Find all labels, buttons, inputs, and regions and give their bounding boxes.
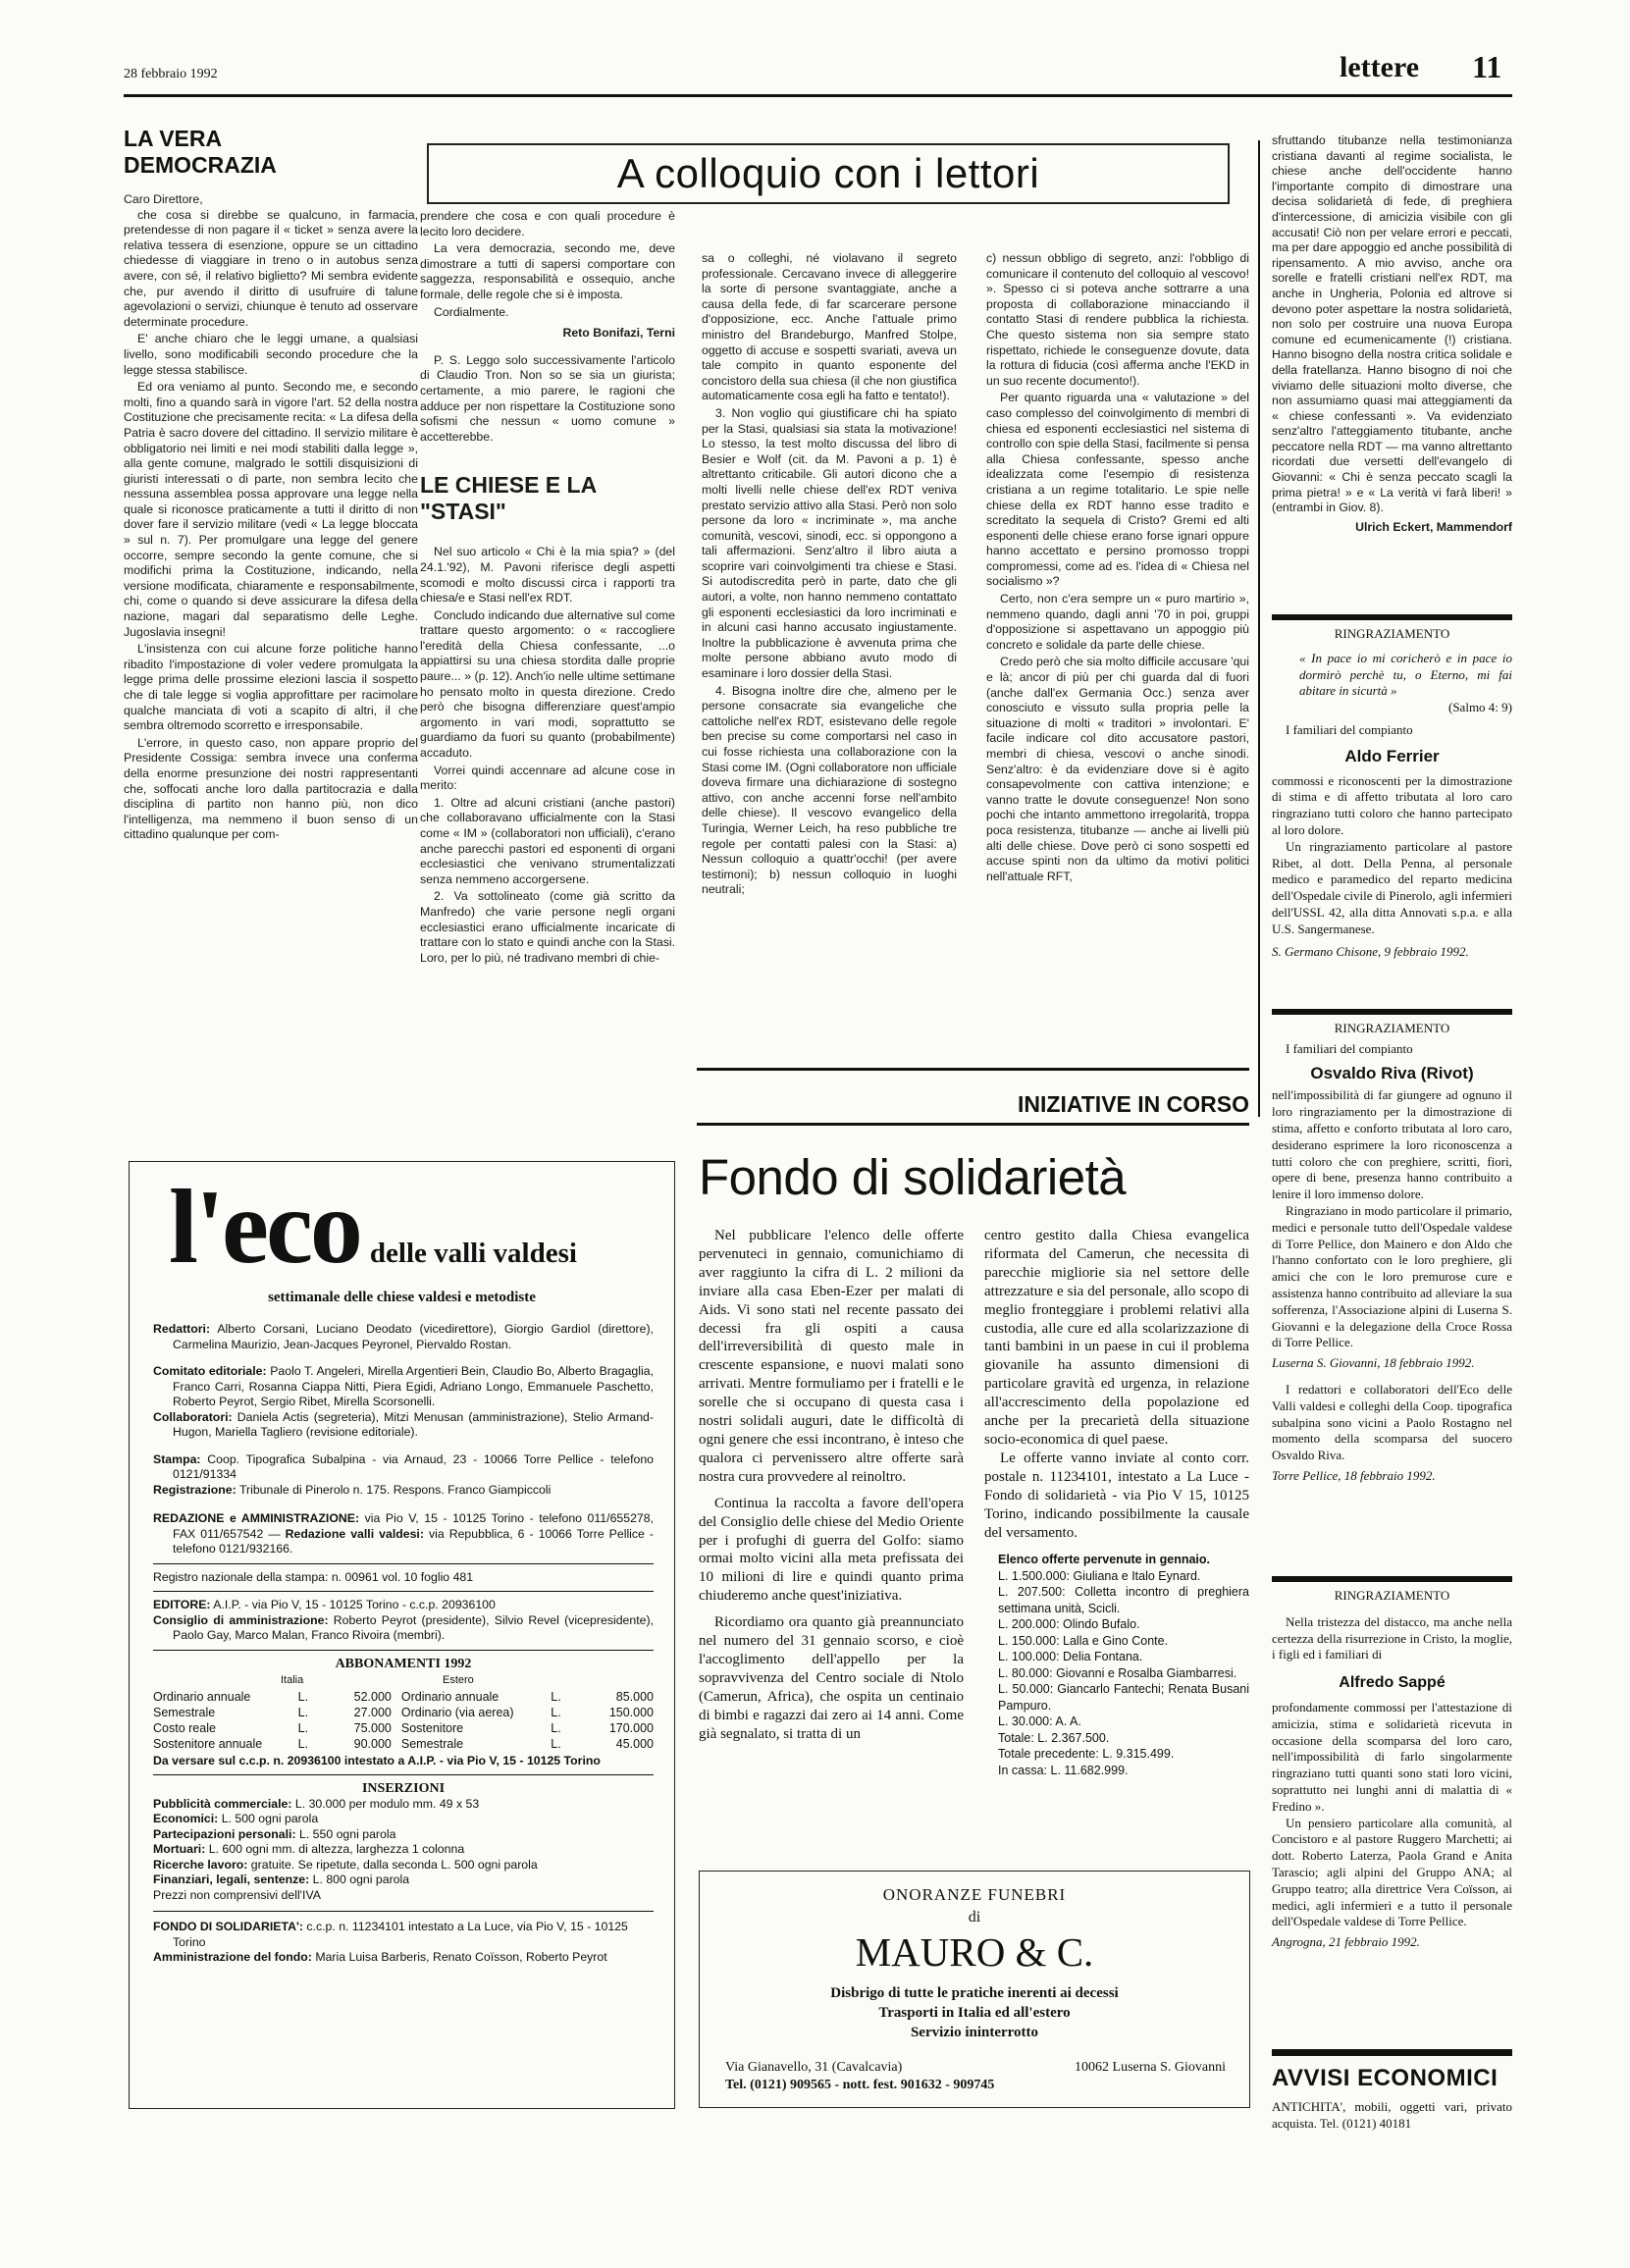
letter-paragraph: 3. Non voglio qui giustificare chi ha spiato per la Stasi, qualsiasi sia stata la motivazione! Lo stesso, la test molto discussa del libro di Besier e Wolf (cit. da M. Pavoni a p. 1) è altrettanto criticabile. Gli autori dicono che a molti livelli nelle chiese dell'ex RDT veniva prestato servizio attivo alla Stasi. Però non solo persone da loro « incriminate », ma anche comunità, vescovi, sinodi, ecc. si oppongono a tali affermazioni. Senz'altro il libro aiuta a scoprire vari coinvolgimenti tra chiese e Stasi. Si autodiscredita però in parte, dato che gli autori, a volte, non hanno nemmeno contattato gli esponenti ecclesiastici da loro incriminati e in alcuni casi hanno accusato ingiustamente. Inoltre la pubblicazione è avvenuta prima che molte persone abbiano avuto modo di esaminare i loro dossier della Stasi.	[702, 405, 957, 681]
eco-text: Tribunale di Pinerolo n. 175. Respons. Franco Giampiccoli	[238, 1482, 552, 1497]
abbonamenti-region-row	[153, 1673, 654, 1689]
offerte-item: L. 100.000: Delia Fontana.	[998, 1650, 1143, 1664]
letter-paragraph: sa o colleghi, né violavano il segreto professionale. Cercavano invece di alleggerire la sorte di persone svantaggiate, anche a causa della fede, di far scarcerare persone d'opposizione, ecc. Anche l'attuale primo ministro del Brandeburgo, Manfred Stolpe, oggetto di accuse e sospetti svariati, aveva un tale compito in quanto esponente del concistoro della sua chiesa (il che non giustifica automaticamente cosa egli ha fatto e tentato!).	[702, 251, 957, 403]
notice-place-date: Luserna S. Giovanni, 18 febbraio 1992.	[1272, 1355, 1475, 1371]
abbonamenti-cell: Costo reale	[153, 1720, 216, 1735]
column-rule	[1258, 140, 1260, 1117]
letter-paragraph: Certo, non c'era sempre un « puro martirio », nemmeno quando, dagli anni '70 in poi, gruppi d'opposizione si aspettavano un appoggio più concreto e solidale da parte delle chiese.	[986, 592, 1249, 652]
eco-divider	[153, 1911, 654, 1912]
inserzioni-label: Partecipazioni personali:	[153, 1826, 296, 1841]
inserzioni-label: Economici:	[153, 1812, 219, 1825]
abbonamenti-row	[153, 1689, 654, 1705]
abbonamenti-cell: 75.000	[353, 1720, 392, 1735]
offerte-previous: Totale precedente: L. 9.315.499.	[998, 1747, 1175, 1762]
inserzioni-row	[153, 1858, 654, 1873]
letter-paragraph: E' anche chiaro che le leggi umane, a qualsiasi livello, sono modificabili secondo procedure che la legge stessa stabilisce.	[124, 332, 418, 377]
abbonamenti-cell: 52.000	[353, 1689, 392, 1704]
inserzioni-row	[153, 1872, 654, 1888]
notice-rule	[1272, 614, 1512, 620]
iniziative-column	[984, 1227, 1249, 1778]
inserzioni-price: L. 800 ogni parola	[312, 1872, 410, 1886]
notice-text: I redattori e collaboratori dell'Eco delle Valli valdesi e colleghi della Coop. tipografica subalpina sono vicini a Paolo Rostagno nel momento della scomparsa del suocero Osvaldo Riva.	[1272, 1381, 1512, 1463]
onoranze-tel: Tel. (0121) 909565 - nott. fest. 901632 - 909745	[725, 2078, 995, 2092]
eco-text: A.I.P. - via Pio V, 15 - 10125 Torino - c.c.p. 20936100	[213, 1598, 496, 1611]
letter-title: LE CHIESE E LA "STASI"	[420, 472, 597, 525]
avvisi-rule	[1272, 2049, 1512, 2056]
notice-rule	[1272, 1009, 1512, 1015]
header-date: 28 febbraio 1992	[124, 67, 218, 81]
eco-label: REDAZIONE e AMMINISTRAZIONE:	[153, 1511, 360, 1525]
letter-paragraph: Ed ora veniamo al punto. Secondo me, e secondo molti, fino a quando sarà in vigore l'art. 52 della nostra Costituzione che precisamente recita: « La difesa della Patria è sacro dovere del cittadino. Il servizio militare è obbligatorio nei limiti e nei modi stabiliti dalla legge », alla gente comune, malgrado le sottili disquisizioni di giuristi interessati o di parte, non sembra lecito che nessuna assemblea possa approvare una legge nella quale si riconosce praticamente a tutti il diritto di non dover fare il servizio militare (vedi « La legge bloccata » sul n. 7). Per promulgare una legge del genere occorre, sempre secondo la gente comune, che si modifichi prima la Costituzione, indicando, nella versione modificata, chiaramente e responsabilmente, chi, come o quando si deve assicurare la difesa della nazione, magari dal separatismo delle Leghe. Jugoslavia insegni!	[124, 380, 418, 639]
eco-text: Roberto Peyrot (presidente), Silvio Revel (vicepresidente), Paolo Gay, Marco Malan, Franco Rivoira (membri).	[173, 1612, 654, 1642]
letter-paragraph: 2. Va sottolineato (come già scritto da Manfredo) che varie persone negli organi ecclesiastici erano ufficialmente incaricate di trattare con lo stato e quindi anche con la Stasi. Loro, per lo più, né tradivano membri di chie-	[420, 889, 675, 965]
eco-label: FONDO DI SOLIDARIETA':	[153, 1920, 303, 1933]
eco-text: Paolo T. Angeleri, Mirella Argentieri Bein, Claudio Bo, Alberto Bragaglia, Franco Carri, Rosanna Ciappa Nitti, Piera Egidi, Adriano Longo, Emmanuele Paschetto, Roberto Peyrot, Sergio Ribet, Mirella Scorsonelli.	[173, 1364, 654, 1408]
abbonamenti-cell: Sostenitore annuale	[153, 1736, 263, 1751]
letter-paragraph: c) nessun obbligo di segreto, anzi: l'obbligo di comunicare il contenuto del colloquio al vescovo! ». Spesso ci si poteva anche sottrarre a una proposta di collaborazione minacciando il contatto Stasi di rendere pubblica la richiesta. Che questo sistema non sia sempre stato rispettato, richiede le conseguenze dovute, data la rottura di fiducia (così afferma anche l'EKD in un suo recente documento!).	[986, 251, 1249, 388]
notice-intro: Nella tristezza del distacco, ma anche nella certezza della risurrezione in Cristo, la moglie, i figli ed i familiari di	[1272, 1613, 1512, 1662]
eco-credits	[153, 1322, 654, 1966]
offerte-item: L. 30.000: A. A.	[998, 1714, 1081, 1729]
notice-place-date: Angrogna, 21 febbraio 1992.	[1272, 1934, 1420, 1950]
abbonamenti-cell: L.	[551, 1689, 561, 1704]
inserzioni-price: gratuite. Se ripetute, dalla seconda L. 500 ogni parola	[250, 1857, 538, 1872]
eco-divider	[153, 1563, 654, 1564]
offerte-list	[984, 1552, 1249, 1778]
abbonamenti-cell: Ordinario annuale	[153, 1689, 251, 1704]
iniziative-paragraph: Ricordiamo ora quanto già preannunciato nel numero del 31 gennaio scorso, e cioè l'accoglimento dell'appello per la sopravvivenza del Centro sociale di Ntolo (Camerun, Africa), che ospita un centinaio di bimbi e ragazzi dai zero ai 14 anni. Come già segnalato, si tratta di un	[699, 1614, 964, 1742]
header-rule	[124, 94, 1512, 97]
offerte-title: Elenco offerte pervenute in gennaio.	[998, 1553, 1211, 1567]
letter-vera-democrazia	[124, 126, 418, 845]
eco-subtitle: settimanale delle chiese valdesi e metodiste	[268, 1290, 536, 1305]
letter-paragraph: Cordialmente.	[434, 304, 509, 319]
eco-divider	[153, 1650, 654, 1651]
letter-ps: P. S. Leggo solo successivamente l'articolo di Claudio Tron. Non so se sia un giurista; certamente, a mio parere, le ragioni che adduce per non rispettare la Costituzione sono sofismi che nessun « uomo comune » accetterebbe.	[420, 352, 675, 444]
onoranze-city: 10062 Luserna S. Giovanni	[1075, 2060, 1226, 2075]
inserzioni-label: Mortuari:	[153, 1842, 206, 1856]
letter-title: LA VERA DEMOCRAZIA	[124, 126, 277, 178]
abbonamenti-cell: 170.000	[608, 1720, 655, 1735]
onoranze-line: Trasporti in Italia ed all'estero	[878, 2005, 1071, 2021]
letter-paragraph: Nel suo articolo « Chi è la mia spia? » (del 24.1.'92), M. Pavoni riferisce degli aspetti scomodi e molto discussi circa i rapporti tra chiesa/e e Stasi nell'ex RDT.	[420, 545, 675, 606]
notice-name: Osvaldo Riva (Rivot)	[1310, 1063, 1474, 1082]
abbonamenti-title: ABBONAMENTI 1992	[335, 1656, 472, 1671]
section-rule	[697, 1123, 1249, 1126]
offerte-item: L. 80.000: Giovanni e Rosalba Giambarresi.	[998, 1665, 1237, 1680]
eco-text: Alberto Corsani, Luciano Deodato (vicedirettore), Giorgio Gardiol (direttore), Carmelina Maurizio, Jean-Jacques Peyronel, Piervaldo Rostan.	[173, 1322, 654, 1351]
eco-label: Registrazione:	[153, 1482, 237, 1497]
abbonamenti-cell: L.	[297, 1705, 309, 1719]
inserzioni-title: INSERZIONI	[361, 1781, 446, 1796]
section-rule	[697, 1068, 1249, 1071]
onoranze-address-row	[700, 2060, 1249, 2076]
notice-title: RINGRAZIAMENTO	[1334, 626, 1450, 641]
onoranze-line: Disbrigo di tutte le pratiche inerenti ai decessi	[830, 1985, 1119, 2001]
notice-place-date: Torre Pellice, 18 febbraio 1992.	[1272, 1467, 1436, 1483]
eco-label: EDITORE:	[153, 1598, 211, 1611]
letter-paragraph: La vera democrazia, secondo me, deve dimostrare a tutti di sapersi comportare con saggezza, responsabilità e ossequio, anche formale, delle regole che si è imposta.	[420, 241, 675, 301]
letter-column	[1272, 133, 1512, 535]
eco-logo-small: delle valli valdesi	[369, 1238, 577, 1269]
abbonamenti-region: Estero	[443, 1674, 474, 1686]
eco-logo	[169, 1169, 577, 1286]
notice-quote: « In pace io mi coricherò e in pace io dormirò perchè tu, o Eterno, mi fai abitare in sicurtà »	[1299, 650, 1512, 699]
letter-paragraph: Vorrei quindi accennare ad alcune cose in merito:	[420, 763, 675, 793]
abbonamenti-row	[153, 1720, 654, 1736]
offerte-item: L. 150.000: Lalla e Gino Conte.	[998, 1633, 1169, 1648]
iniziative-paragraph: Le offerte vanno inviate al conto corr. postale n. 11234101, intestato a La Luce - Fondo di solidarietà - via Pio V 15, 10125 Torino, indicando possibilmente la causale del versamento.	[984, 1450, 1249, 1541]
notice-rule	[1272, 1576, 1512, 1582]
letter-paragraph: prendere che cosa e con quali procedure è lecito loro decidere.	[420, 209, 675, 238]
inserzioni-row	[153, 1797, 654, 1813]
abbonamenti-cell: 45.000	[615, 1736, 655, 1751]
header-section: lettere	[1340, 51, 1420, 83]
inserzioni-price: L. 30.000 per modulo mm. 49 x 53	[294, 1796, 480, 1811]
abbonamenti-cell: L.	[297, 1689, 309, 1704]
header-page-number: 11	[1472, 49, 1502, 84]
eco-text: Maria Luisa Barberis, Renato Coïsson, Roberto Peyrot	[315, 1950, 607, 1964]
letter-column	[420, 209, 675, 968]
iniziative-title: Fondo di solidarietà	[699, 1149, 1127, 1205]
iniziative-column	[699, 1227, 964, 1743]
letter-greeting: Caro Direttore,	[124, 192, 203, 206]
abbonamenti-cell: 27.000	[353, 1705, 392, 1719]
banner-title: A colloquio con i lettori	[616, 150, 1040, 196]
eco-divider	[153, 1591, 654, 1592]
eco-text: Daniela Actis (segreteria), Mitzi Menusan (amministrazione), Stelio Armand-Hugon, Mariella Tagliero (revisione editoriale).	[173, 1409, 654, 1439]
notice-name: Aldo Ferrier	[1344, 746, 1440, 765]
iniziative-kicker: INIZIATIVE IN CORSO	[1018, 1091, 1249, 1117]
iniziative-paragraph: Continua la raccolta a favore dell'opera del Consiglio delle chiese del Medio Oriente per i profughi di guerra del Golfo: siamo ormai molto vicini alla meta prefissata dei 10 milioni di lire e quindi quanto prima chiuderemo anche quest'iniziativa.	[699, 1495, 964, 1605]
notice-quote-ref: (Salmo 4: 9)	[1448, 700, 1512, 715]
eco-label: Comitato editoriale:	[153, 1364, 267, 1378]
notice-text: Un pensiero particolare alla comunità, al Concistoro e al pastore Ruggero Marchetti; ai dott. Roberto Laterza, Paola Grand e Anita Tarascio; agli alpini del Gruppo ANA; al Gruppo teatro; alla direttrice Vera Coïsson, ai medici, agli infermieri e a tutto il personale dell'Ospedale valdese di Torre Pellice.	[1272, 1815, 1512, 1929]
offerte-item: L. 1.500.000: Giuliana e Italo Eynard.	[998, 1568, 1201, 1583]
inserzioni-row	[153, 1812, 654, 1827]
inserzioni-price: L. 500 ogni parola	[221, 1812, 319, 1825]
abbonamenti-cell: L.	[551, 1720, 561, 1735]
inserzioni-list	[153, 1797, 654, 1888]
eco-label: Redattori:	[153, 1322, 211, 1336]
letter-paragraph: 1. Oltre ad alcuni cristiani (anche pastori) che collaboravano ufficialmente con la Stasi come « IM » (collaboratori non ufficiali), c'erano anche parecchi pastori ed esponenti di organi ecclesiastici che venivano strumentalizzati senza nemmeno accorgersene.	[420, 795, 675, 886]
notice-text: Ringraziano in modo particolare il primario, medici e personale tutto dell'Ospedale valdese di Torre Pellice, don Mainero e don Aldo che l'hanno confortato con le loro preghiere, gli amici che con le loro premurose cure e assistenza hanno contribuito ad alleviare la sua sofferenza, l'Associazione alpini di Luserna S. Giovanni e la delegazione della Croce Rossa di Torre Pellice.	[1272, 1202, 1512, 1350]
notice-place-date: S. Germano Chisone, 9 febbraio 1992.	[1272, 943, 1469, 959]
letter-paragraph: L'insistenza con cui alcune forze politiche hanno ribadito l'impostazione di voler vedere promulgata la legge prima delle prossime elezioni lascia il sospetto che di tale legge si voglia approfittare per racimolare qualche manciata di voti a scapito di altri, il che sembra oltremodo scorretto e irresponsabile.	[124, 642, 418, 733]
inserzioni-price: L. 600 ogni mm. di altezza, larghezza 1 colonna	[208, 1842, 465, 1856]
offerte-balance: In cassa: L. 11.682.999.	[998, 1763, 1129, 1777]
notice-aldo-ferrier	[1272, 626, 1512, 960]
letter-column	[702, 251, 957, 900]
inserzioni-label: Finanziari, legali, sentenze:	[153, 1872, 310, 1886]
notice-name: Alfredo Sappé	[1339, 1674, 1446, 1692]
abbonamenti-cell: 85.000	[615, 1689, 655, 1704]
abbonamenti-cell: L.	[551, 1705, 561, 1719]
onoranze-ad	[699, 1871, 1250, 2108]
abbonamenti-cell: Ordinario (via aerea)	[400, 1705, 514, 1719]
abbonamenti-row	[153, 1705, 654, 1720]
eco-registro: Registro nazionale della stampa: n. 00961 vol. 10 foglio 481	[153, 1569, 474, 1584]
notice-intro: I familiari del compianto	[1286, 1040, 1413, 1056]
abbonamenti-cell: Semestrale	[153, 1705, 216, 1719]
abbonamenti-cell: L.	[551, 1736, 561, 1751]
eco-text: via Repubblica, 6 - 10066 Torre Pellice - telefono 0121/932166.	[173, 1526, 655, 1556]
onoranze-address: Via Gianavello, 31 (Cavalcavia)	[725, 2060, 903, 2075]
abbonamenti-cell: L.	[297, 1720, 309, 1735]
offerte-total: Totale: L. 2.367.500.	[998, 1730, 1110, 1745]
letter-signature: Ulrich Eckert, Mammendorf	[1355, 519, 1512, 534]
letter-paragraph: Per quanto riguarda una « valutazione » del caso complesso del coinvolgimento di membri di chiesa ed esponenti ecclesiastici nel sistema di controllo con spie della Stasi, facilmente si pensa alla Chiesa confessante, spesso anche idealizzata come l'esempio di resistenza cristiana a un regime totalitario. Le spie nelle chiese della ex RDT hanno esse tradito e screditato la sequela di Cristo? Gremi ed alti esponenti delle chiese erano forse ignari oppure hanno accettato e persino promosso troppi compromessi, come ad es. l'idea di « Chiesa nel socialismo »?	[986, 391, 1249, 589]
notice-text: Un ringraziamento particolare al pastore Ribet, al dott. Della Penna, al personale medico e paramedico del reparto medicina dell'Ospedale civile di Pinerolo, agli infermieri dell'USSL 42, alla ditta Annovati s.p.a. e alla U.S. Sangermanese.	[1272, 838, 1512, 936]
abbonamenti-cell: Semestrale	[400, 1736, 464, 1751]
inserzioni-prezzi: Prezzi non comprensivi dell'IVA	[153, 1887, 321, 1902]
iniziative-paragraph: Nel pubblicare l'elenco delle offerte pervenuteci in gennaio, comunichiamo di aver raggiunto la cifra di L. 2 milioni da inviare alla casa Eben-Ezer per malati di Aids. Vi sono stati nel recente passato dei decessi fra gli ospiti a causa dell'irreversibilità di questo male in crescente espansione, e nuovi malati sono arrivati. Mentre formuliamo per i fratelli e le sorelle che si occupano di questa casa i nostri solidali auguri, date le difficoltà di ogni genere che essi incontrano, è inteso che qualora ci pervenissero altre offerte sarà nostra cura provvedere al reinoltro.	[699, 1228, 964, 1485]
eco-label: Collaboratori:	[153, 1409, 233, 1424]
offerte-item: L. 207.500: Colletta incontro di preghiera settimana unità, Scicli.	[998, 1585, 1249, 1615]
abbonamenti-region: Italia	[281, 1674, 304, 1686]
onoranze-name: MAURO & C.	[855, 1929, 1094, 1975]
eco-text: c.c.p. n. 11234101 intestato a La Luce, via Pio V, 15 - 10125 Torino	[173, 1920, 628, 1949]
notice-text: commossi e riconoscenti per la dimostrazione di stima e di affetto tributata al loro caro ringraziano tutti coloro che hanno partecipato al loro dolore.	[1272, 772, 1512, 837]
iniziative-paragraph: centro gestito dalla Chiesa evangelica riformata del Camerun, che necessita di parecchie migliorie sia nel settore delle attrezzature e sia del personale, allo scopo di meglio fronteggiare i problemi relativi alla custodia, alle cure ed alla scolarizzazione di tanti bambini in un paese in cui il problema giovanile ha assunto dimensioni di particolare gravità ed urgenza, in relazione all'accrescimento della popolazione ed anche per la precarietà della situazione socio-economica di quel paese.	[984, 1228, 1249, 1448]
abbonamenti-cell: L.	[297, 1736, 309, 1751]
avvisi-economici	[1272, 2065, 1512, 2132]
abbonamenti-cell: 150.000	[608, 1705, 655, 1719]
letter-paragraph: che cosa si direbbe se qualcuno, in farmacia, pretendesse di non pagare il « ticket » senza avere la relativa tessera di esenzione, oppure se un cittadino chiedesse di viaggiare in treno o in autobus senza avere, con sé, il relativo biglietto? Mi sembra evidente che, pur avendo il diritto di usufruire di talune agevolazioni o servizi, chiunque è tenuto ad osservare determinate procedure.	[124, 207, 418, 329]
inserzioni-row	[153, 1842, 654, 1858]
inserzioni-price: L. 550 ogni parola	[298, 1826, 396, 1841]
abbonamenti-versare: Da versare sul c.c.p. n. 20936100 intestato a A.I.P. - via Pio V, 15 - 10125 Torino	[153, 1753, 601, 1767]
notice-intro: I familiari del compianto	[1286, 721, 1413, 737]
eco-logo-big: l'eco	[169, 1169, 360, 1286]
eco-text: Coop. Tipografica Subalpina - via Arnaud, 23 - 10066 Torre Pellice - telefono 0121/91334	[173, 1451, 654, 1481]
abbonamenti-cell: 90.000	[353, 1736, 392, 1751]
abbonamenti-cell: Ordinario annuale	[400, 1689, 500, 1704]
banner-box	[427, 143, 1230, 204]
eco-masthead-box	[129, 1161, 675, 2109]
avvisi-text: ANTICHITA', mobili, oggetti vari, privato acquista. Tel. (0121) 40181	[1272, 2099, 1512, 2131]
abbonamenti-table	[153, 1689, 654, 1752]
abbonamenti-row	[153, 1736, 654, 1752]
letter-paragraph: L'errore, in questo caso, non appare proprio del Presidente Cossiga: sembra invece una conferma della enorme presunzione dei nostri rappresentanti che, soffocati anche loro dalla partitocrazia e dalla disciplina di partito non hanno più, non dico l'intelligenza, ma nemmeno il buon senso di un cittadino qualunque per com-	[124, 735, 418, 842]
notice-osvaldo-riva	[1272, 1021, 1512, 1485]
notice-title: RINGRAZIAMENTO	[1334, 1021, 1450, 1035]
onoranze-title: ONORANZE FUNEBRI	[882, 1885, 1067, 1904]
eco-label: Redazione valli valdesi:	[285, 1526, 424, 1541]
letter-paragraph: Concludo indicando due alternative sul come trattare questo argomento: o « raccogliere l'eredità della Chiesa confessante, ...o appiattirsi su una chiesa stordita dalle proprie paure... » (p. 12). Anch'io nelle ultime settimane ho pensato molto in questa direzione. Credo però che bisogna differenziare quest'ampio argomento in vari modi, soprattutto se guardiamo da fuori su quanto (probabilmente) accaduto.	[420, 607, 675, 761]
letter-signature: Reto Bonifazi, Terni	[562, 326, 675, 341]
notice-text: profondamente commossi per l'attestazione di amicizia, stima e solidarietà ricevuta in occasione della scomparsa del loro caro, nell'impossibilità di farlo singolarmente ringraziano tutti quanti sono stati loro vicini, soprattutto nei lunghi anni di malattia di « Fredino ».	[1272, 1699, 1512, 1814]
eco-label: Consiglio di amministrazione:	[153, 1612, 329, 1627]
inserzioni-row	[153, 1827, 654, 1843]
notice-title: RINGRAZIAMENTO	[1334, 1588, 1450, 1603]
eco-label: Stampa:	[153, 1451, 201, 1466]
offerte-item: L. 50.000: Giancarlo Fantechi; Renata Busani Pampuro.	[998, 1682, 1249, 1713]
letter-paragraph: sfruttando titubanze nella testimonianza cristiana davanti al regime socialista, le chiese anche dell'occidente hanno l'importante compito di dimostrare una decisa solidarietà di fede, di preghiera d'intercessione, di amicizia visibile con gli accusati! Ciò non per velare errori e peccati, ma per dare appoggio ed anche possibilità di ripensamento. A mio avviso, anche ora sorelle e fratelli cristiani nell'ex RDT, ma anche in Ungheria, Polonia ed altrove si devono poter aspettare la nostra solidarietà, non solo per costruire una nuova Europa comune ed ecumenicamente (!) cristiana. Hanno bisogno della nostra critica solidale e della fratellanza. Hanno bisogno di noi che viviamo delle situazioni molto diverse, che non assumiamo quasi mai atteggiamenti da « chiese confessanti ». Va evidenziato senz'altro l'atteggiamento titubante, anche peccatore nella RDT — ma vanno altrettanto ricordati due versetti dell'evangelo di Giovanni: « Chi è senza peccato scagli la prima pietra! » e « La verità vi farà liberi! » (entrambi in Giov. 8).	[1272, 133, 1512, 515]
offerte-item: L. 200.000: Olindo Bufalo.	[998, 1617, 1140, 1632]
inserzioni-label: Ricerche lavoro:	[153, 1857, 248, 1872]
onoranze-line: Servizio ininterrotto	[910, 2025, 1039, 2040]
notice-text: nell'impossibilità di far giungere ad ognuno il loro ringraziamento per la dimostrazione di stima, affetto e conforto tributata al loro caro, desiderano esprimere la loro riconoscenza a tutti coloro che con preghiere, scritti, fiori, opere di bene, presenza hanno contribuito a lenire il loro immenso dolore.	[1272, 1087, 1512, 1202]
notice-alfredo-sappe	[1272, 1588, 1512, 1951]
abbonamenti-cell: Sostenitore	[400, 1720, 464, 1735]
letter-column	[986, 251, 1249, 886]
letter-paragraph: 4. Bisogna inoltre dire che, almeno per le persone consacrate sia evangeliche che cattoliche nell'ex RDT, esistevano delle regole ben precise su come comportarsi nel caso in cui fosse richiesta una collaborazione con la Stasi come IM. (Ogni collaboratore non ufficiale doveva firmare una dichiarazione di sostegno attivo, con anche accenni forse nell'ambito delle chiese). Il vescovo evangelico della Turingia, Werner Leich, ha reso pubbliche tre regole per contatti palesi con la Stasi: a) Nessun colloquio a quattr'occhi! (per avere testimoni); b) nessun colloquio in luoghi neutrali;	[702, 683, 957, 897]
avvisi-title: AVVISI ECONOMICI	[1272, 2065, 1499, 2091]
letter-paragraph: Credo però che sia molto difficile accusare 'qui e là; ancor di più per chi guarda dal di fuori (anche dall'ex Germania Occ.) senza aver conosciuto e vissuto sulla propria pelle la situazione di molti « traditori » involontari. E' facile indicare col dito accusatore pastori, membri di chiesa, vescovi o anche sinodi. Senz'altro: è da evidenziare dove si è agito consapevolmente con cattiva intenzione; e vanno tratte le dovute conseguenze! Non sono pochi che intanto ammettono irregolarità, troppa poca resistenza, titubanze — anche ai livelli più alti delle chiese. Dove però ci sono sospetti ed accuse spinti non da ultimo da motivi politici nell'attuale RFT,	[986, 655, 1249, 883]
eco-divider	[153, 1774, 654, 1775]
eco-text: via Pio V, 15 - 10125 Torino - telefono 011/655278, FAX 011/657542 —	[173, 1511, 655, 1541]
eco-label: Amministrazione del fondo:	[153, 1950, 312, 1964]
inserzioni-label: Pubblicità commerciale:	[153, 1796, 292, 1811]
onoranze-di: di	[968, 1909, 981, 1925]
